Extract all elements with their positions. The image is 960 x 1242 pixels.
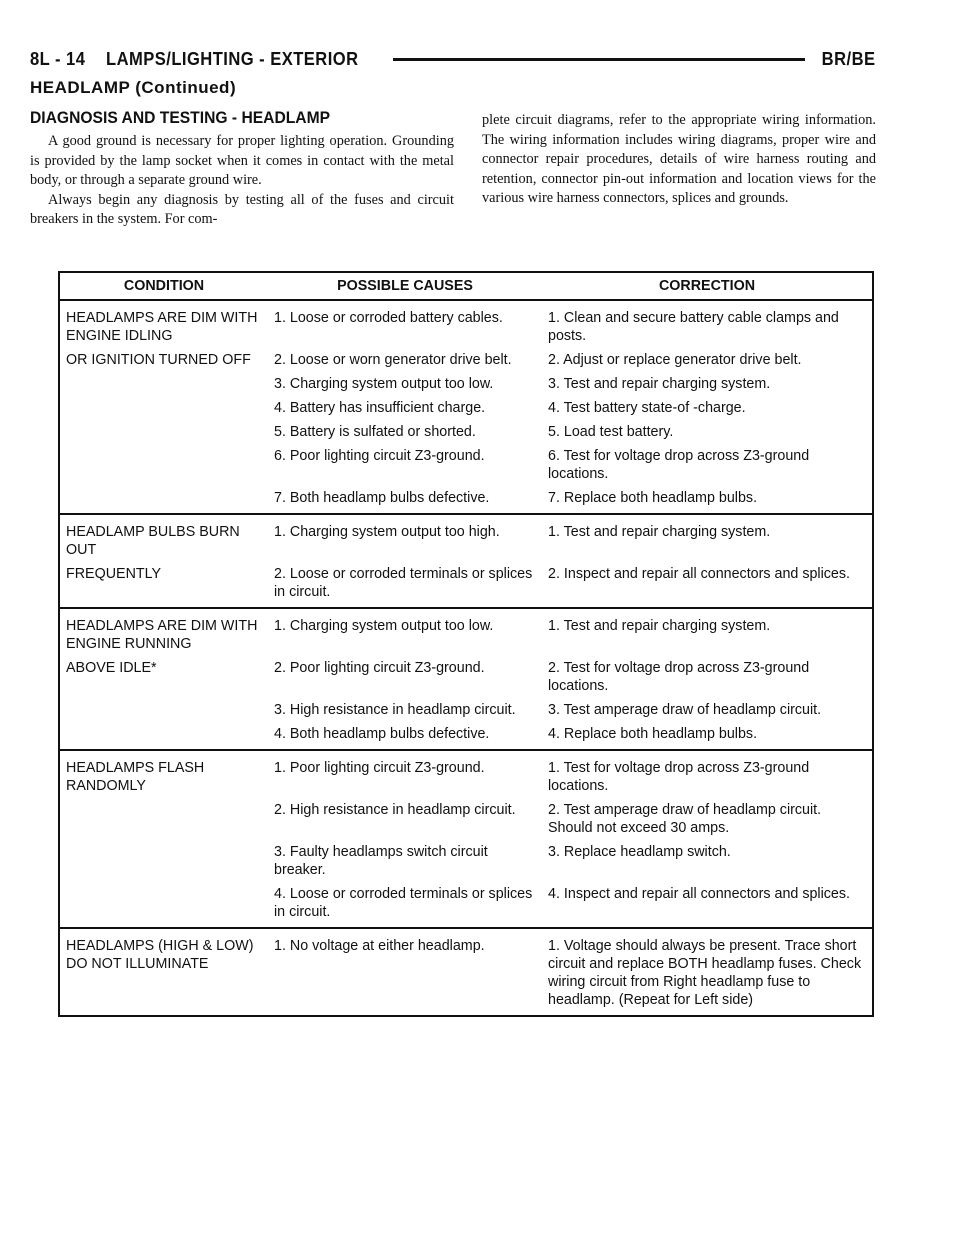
header-rule bbox=[393, 58, 806, 61]
paragraph-continued: plete circuit diagrams, refer to the appropriate wiring information. The wiring information includes wiring diagrams, proper wire and connector repair procedures, details of wire harness routing and retention, connector pin-out information and location views for the various wire harness connectors, splices and grounds. bbox=[482, 112, 876, 206]
column-header: POSSIBLE CAUSES bbox=[268, 272, 542, 300]
table-row bbox=[59, 348, 873, 372]
table-row bbox=[59, 722, 873, 750]
condition-cell: HEADLAMPS FLASH RANDOMLY bbox=[66, 760, 205, 794]
cause-cell: 4. Battery has insufficient charge. bbox=[274, 400, 486, 416]
condition-cell: ABOVE IDLE* bbox=[66, 660, 157, 676]
condition-cell bbox=[59, 396, 268, 420]
model-code: BR/BE bbox=[822, 48, 876, 69]
correction-cell: 6. Test for voltage drop across Z3-ground locations. bbox=[548, 448, 810, 482]
table-row bbox=[59, 514, 873, 562]
cause-cell: 1. Charging system output too high. bbox=[274, 524, 500, 540]
correction-cell: 1. Test and repair charging system. bbox=[548, 524, 771, 540]
cause-cell: 3. Faulty headlamps switch circuit breaker. bbox=[274, 844, 488, 878]
condition-cell: OR IGNITION TURNED OFF bbox=[66, 352, 251, 368]
cause-cell: 1. Charging system output too low. bbox=[274, 618, 494, 634]
correction-cell: 2. Inspect and repair all connectors and splices. bbox=[542, 562, 873, 608]
condition-cell bbox=[59, 372, 268, 396]
table-row bbox=[59, 656, 873, 698]
correction-cell: 5. Load test battery. bbox=[548, 424, 674, 440]
correction-cell: 1. Test for voltage drop across Z3-ground locations. bbox=[548, 760, 810, 794]
condition-cell bbox=[59, 840, 268, 882]
condition-cell bbox=[59, 722, 268, 750]
correction-cell: 4. Inspect and repair all connectors and splices. bbox=[542, 882, 873, 928]
condition-cell bbox=[59, 420, 268, 444]
table-body bbox=[59, 300, 873, 1016]
section-name: LAMPS/LIGHTING - EXTERIOR bbox=[106, 48, 359, 69]
correction-cell: 4. Replace both headlamp bulbs. bbox=[542, 722, 873, 750]
cause-cell: 1. Poor lighting circuit Z3-ground. bbox=[274, 760, 485, 776]
paragraph: Always begin any diagnosis by testing all of the fuses and circuit breakers in the system. For com- bbox=[30, 191, 454, 227]
table-row bbox=[59, 562, 873, 608]
cause-cell: 5. Battery is sulfated or shorted. bbox=[274, 424, 476, 440]
cause-cell: 6. Poor lighting circuit Z3-ground. bbox=[274, 448, 485, 464]
correction-cell: 3. Test amperage draw of headlamp circuit. bbox=[548, 702, 822, 718]
table-row bbox=[59, 300, 873, 348]
table-row bbox=[59, 444, 873, 486]
correction-cell: 2. Adjust or replace generator drive belt. bbox=[548, 352, 802, 368]
cause-cell: 4. Both headlamp bulbs defective. bbox=[268, 722, 542, 750]
column-header: CONDITION bbox=[59, 272, 268, 300]
cause-cell: 7. Both headlamp bulbs defective. bbox=[268, 486, 542, 514]
column-header: CORRECTION bbox=[542, 272, 873, 300]
correction-cell: 3. Test and repair charging system. bbox=[548, 376, 771, 392]
cause-cell: 2. Loose or worn generator drive belt. bbox=[274, 352, 512, 368]
section-title: DIAGNOSIS AND TESTING - HEADLAMP bbox=[30, 108, 331, 127]
cause-cell: 3. High resistance in headlamp circuit. bbox=[274, 702, 516, 718]
correction-cell: 7. Replace both headlamp bulbs. bbox=[542, 486, 873, 514]
table-row bbox=[59, 608, 873, 656]
correction-cell: 3. Replace headlamp switch. bbox=[548, 844, 731, 860]
diagnosis-table bbox=[58, 271, 874, 1017]
condition-cell: HEADLAMPS (HIGH & LOW) DO NOT ILLUMINATE bbox=[59, 928, 268, 1016]
table-row bbox=[59, 882, 873, 928]
correction-cell: 2. Test for voltage drop across Z3-ground locations. bbox=[548, 660, 810, 694]
condition-cell bbox=[59, 444, 268, 486]
cause-cell: 2. Loose or corroded terminals or splices in circuit. bbox=[268, 562, 542, 608]
table-row bbox=[59, 750, 873, 798]
left-column bbox=[30, 108, 454, 230]
condition-cell bbox=[59, 698, 268, 722]
correction-cell: 1. Test and repair charging system. bbox=[548, 618, 771, 634]
condition-cell: HEADLAMP BULBS BURN OUT bbox=[66, 524, 240, 558]
right-column bbox=[482, 111, 876, 209]
cause-cell: 1. No voltage at either headlamp. bbox=[268, 928, 542, 1016]
table-row bbox=[59, 840, 873, 882]
condition-cell: HEADLAMPS ARE DIM WITH ENGINE IDLING bbox=[66, 310, 258, 344]
table-header-row bbox=[59, 272, 873, 300]
page-header bbox=[30, 44, 876, 74]
table-row bbox=[59, 372, 873, 396]
condition-cell bbox=[59, 798, 268, 840]
table-row bbox=[59, 928, 873, 1016]
table-row bbox=[59, 396, 873, 420]
table-row bbox=[59, 420, 873, 444]
correction-cell: 4. Test battery state-of -charge. bbox=[548, 400, 746, 416]
paragraph: A good ground is necessary for proper lighting operation. Grounding is provided by the lamp socket when it comes in contact with the metal body, or through a separate ground wire. bbox=[30, 133, 454, 188]
cause-cell: 2. Poor lighting circuit Z3-ground. bbox=[274, 660, 485, 676]
continued-title: HEADLAMP (Continued) bbox=[30, 78, 237, 97]
page-number: 8L - 14 bbox=[30, 48, 86, 69]
cause-cell: 3. Charging system output too low. bbox=[274, 376, 494, 392]
correction-cell: 1. Clean and secure battery cable clamps and posts. bbox=[548, 310, 839, 344]
table-row bbox=[59, 698, 873, 722]
table-row bbox=[59, 486, 873, 514]
condition-cell bbox=[59, 486, 268, 514]
cause-cell: 1. Loose or corroded battery cables. bbox=[274, 310, 503, 326]
condition-cell: FREQUENTLY bbox=[59, 562, 268, 608]
correction-cell: 2. Test amperage draw of headlamp circuit. Should not exceed 30 amps. bbox=[548, 802, 822, 836]
cause-cell: 4. Loose or corroded terminals or splices in circuit. bbox=[268, 882, 542, 928]
correction-cell: 1. Voltage should always be present. Trace short circuit and replace BOTH headlamp fuses. Check wiring circuit from Right headlamp fuse to headlamp. (Repeat for Left side) bbox=[542, 928, 873, 1016]
cause-cell: 2. High resistance in headlamp circuit. bbox=[274, 802, 516, 818]
condition-cell bbox=[59, 882, 268, 928]
condition-cell: HEADLAMPS ARE DIM WITH ENGINE RUNNING bbox=[66, 618, 258, 652]
table-row bbox=[59, 798, 873, 840]
